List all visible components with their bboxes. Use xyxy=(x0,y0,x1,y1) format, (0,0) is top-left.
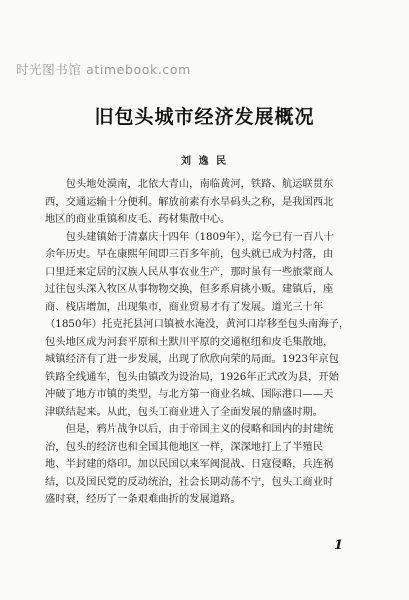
text-line: 包头地处漠南，北依大青山，南临黄河，铁路、航运联贯东 xyxy=(45,178,334,190)
text-line: 过往包头深入牧区从事物物交换，但多系肩挑小贩。建镇后，座 xyxy=(45,283,334,295)
text-line: 包头建镇始于清嘉庆十四年（1809年），迄今已有一百八十 xyxy=(45,230,334,243)
text-line: 西，交通运输十分便利。解放前素有水旱码头之称，是我国西北 xyxy=(45,195,334,208)
text-line: 商、栈店增加，出现集市，商业贸易才有了发展。道光三十年 xyxy=(45,300,324,313)
text-line: 地区的商业重镇和皮毛、药材集散中心。 xyxy=(45,213,231,225)
article-author: 刘 逸 民 xyxy=(181,156,228,167)
text-line: 地、半封建的烙印。加以民国以来军阀混战、日寇侵略，兵连祸 xyxy=(45,458,334,470)
text-line: 盛时衰，经历了一条艰难曲折的发展道路。 xyxy=(45,493,241,505)
text-line: （1850年）托克托县河口镇被水淹没，黄河口岸移至包头南海子， xyxy=(45,318,350,330)
watermark-text: 时光图书馆 atimebook.com xyxy=(16,62,191,77)
text-line: 铁路全线通车，包头由镇改为设治局，1926年正式改为县，开始 xyxy=(45,370,339,383)
article-body xyxy=(45,176,363,509)
text-line: 口里迁来定居的汉族人民从事农业生产，那时虽有一些旅蒙商人 xyxy=(45,265,334,278)
article-title: 旧包头城市经济发展概况 xyxy=(94,106,315,128)
text-line: 包头地区成为河套平原和土默川平原的交通枢纽和皮毛集散地， xyxy=(45,335,334,348)
text-line: 城镇经济有了进一步发展，出现了欣欣向荣的局面。1923年京包 xyxy=(45,353,339,365)
page-number: 1 xyxy=(333,538,343,553)
text-line: 结，以及国民党的反动统治，社会长期动荡不宁，包头工商业时 xyxy=(45,475,334,488)
text-line: 余年历史。早在康熙年间即三百多年前，包头就已成为村落，由 xyxy=(45,248,334,260)
text-line: 津联结起来。从此，包头工商业进入了全面发展的鼎盛时期。 xyxy=(45,405,324,418)
text-line: 冲破了地方市镇的类型，与北方第一商业名城、国际港口——天 xyxy=(45,388,334,400)
text-line: 但是，鸦片战争以后，由于帝国主义的侵略和国内的封建统 xyxy=(45,423,334,435)
text-line: 治，包头的经济也和全国其他地区一样，深深地打上了半殖民 xyxy=(45,440,324,453)
